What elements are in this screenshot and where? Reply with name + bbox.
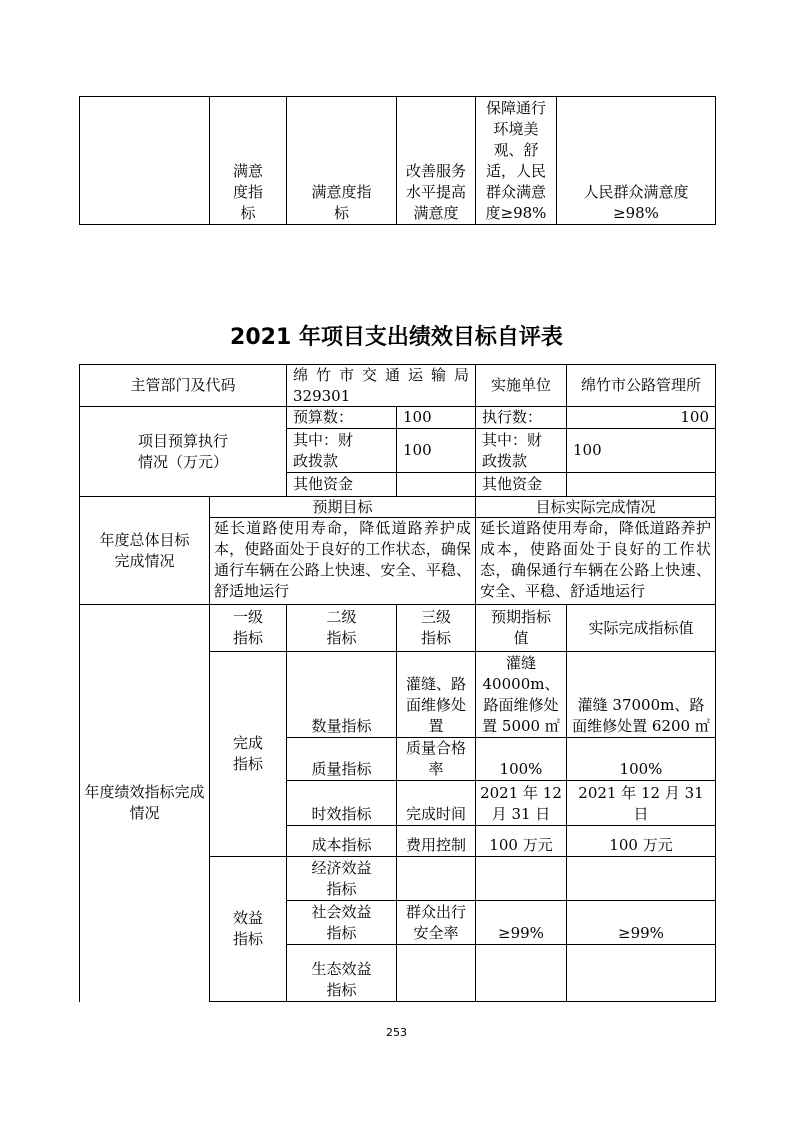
fiscal-exec-value: 100 [573, 441, 602, 459]
unit-label: 实施单位 [490, 376, 551, 394]
page-number: 253 [386, 1026, 407, 1039]
unit-value: 绵竹市公路管理所 [580, 376, 701, 394]
benefit-indicator-label: 效益指标 [232, 909, 263, 948]
quantity-level2: 数量指标 [311, 717, 372, 735]
other-funds-exec-label: 其他资金 [482, 475, 543, 493]
budget-number-value: 100 [403, 408, 432, 426]
cost-target: 100 万元 [489, 836, 553, 854]
fiscal-exec-label: 其中：财政拨款 [482, 430, 543, 470]
timeliness-level3: 完成时间 [405, 805, 466, 823]
header-target: 预期指标值 [490, 608, 551, 647]
exec-number-label: 执行数： [482, 408, 543, 426]
annual-goal-label: 年度总体目标完成情况 [99, 530, 190, 570]
exec-number-value: 100 [680, 408, 709, 426]
cost-actual: 100 万元 [609, 836, 673, 854]
economic-benefit-level2: 经济效益指标 [311, 859, 372, 898]
quantity-target: 灌缝40000m、路面维修处置 5000 ㎡ [482, 654, 560, 735]
fragment-target: 保障通行环境美观、舒适，人民群众满意度≥98% [485, 99, 547, 222]
timeliness-target: 2021 年 12 月 31 日 [480, 784, 562, 823]
header-level2: 二级指标 [326, 608, 357, 647]
fragment-level2: 满意度指标 [311, 183, 372, 222]
dept-label: 主管部门及代码 [130, 376, 236, 394]
header-level3: 三级指标 [420, 608, 451, 647]
social-benefit-level2: 社会效益指标 [311, 903, 372, 942]
quality-level2: 质量指标 [311, 760, 372, 778]
social-benefit-level3: 群众出行安全率 [405, 903, 466, 942]
header-level1: 一级指标 [232, 608, 263, 647]
page-title: 2021 年项目支出绩效目标自评表 [230, 325, 563, 350]
completion-indicator-label: 完成指标 [232, 734, 263, 773]
header-actual: 实际完成指标值 [588, 618, 694, 637]
cost-level3: 费用控制 [405, 836, 466, 854]
timeliness-actual: 2021 年 12 月 31 日 [578, 784, 704, 823]
quality-level3: 质量合格率 [405, 739, 466, 778]
fiscal-budget-value: 100 [403, 441, 432, 459]
social-benefit-actual: ≥99% [618, 924, 664, 942]
dept-value: 绵竹市交通运输局329301 [293, 365, 469, 405]
fragment-actual: 人民群众满意度≥98% [583, 183, 689, 222]
expected-goal-text: 延长道路使用寿命，降低道路养护成本，使路面处于良好的工作状态，确保通行车辆在公路上快速、安全、平稳、舒适地运行 [214, 519, 471, 600]
budget-label: 项目预算执行情况（万元） [138, 431, 229, 471]
ecological-benefit-level2: 生态效益指标 [311, 960, 372, 999]
expected-goal-header: 预期目标 [312, 497, 373, 516]
fragment-level1: 满意度指标 [232, 162, 263, 222]
fiscal-budget-label: 其中：财政拨款 [293, 430, 354, 470]
performance-indicators-label: 年度绩效指标完成情况 [84, 783, 205, 822]
quantity-actual: 灌缝 37000m、路面维修处置 6200 ㎡ [572, 696, 710, 735]
other-funds-label: 其他资金 [293, 475, 354, 493]
quantity-level3: 灌缝、路面维修处置 [405, 675, 466, 735]
quality-target: 100% [499, 760, 543, 778]
fragment-level3: 改善服务水平提高满意度 [405, 162, 466, 222]
quality-actual: 100% [619, 760, 663, 778]
cost-level2: 成本指标 [311, 836, 372, 854]
timeliness-level2: 时效指标 [311, 805, 372, 823]
budget-number-label: 预算数： [293, 408, 354, 426]
social-benefit-target: ≥99% [498, 924, 544, 942]
actual-goal-header: 目标实际完成情况 [535, 497, 656, 516]
actual-goal-text: 延长道路使用寿命，降低道路养护成本，使路面处于良好的工作状态，确保通行车辆在公路上快速、安全、平稳、舒适地运行 [480, 519, 711, 600]
